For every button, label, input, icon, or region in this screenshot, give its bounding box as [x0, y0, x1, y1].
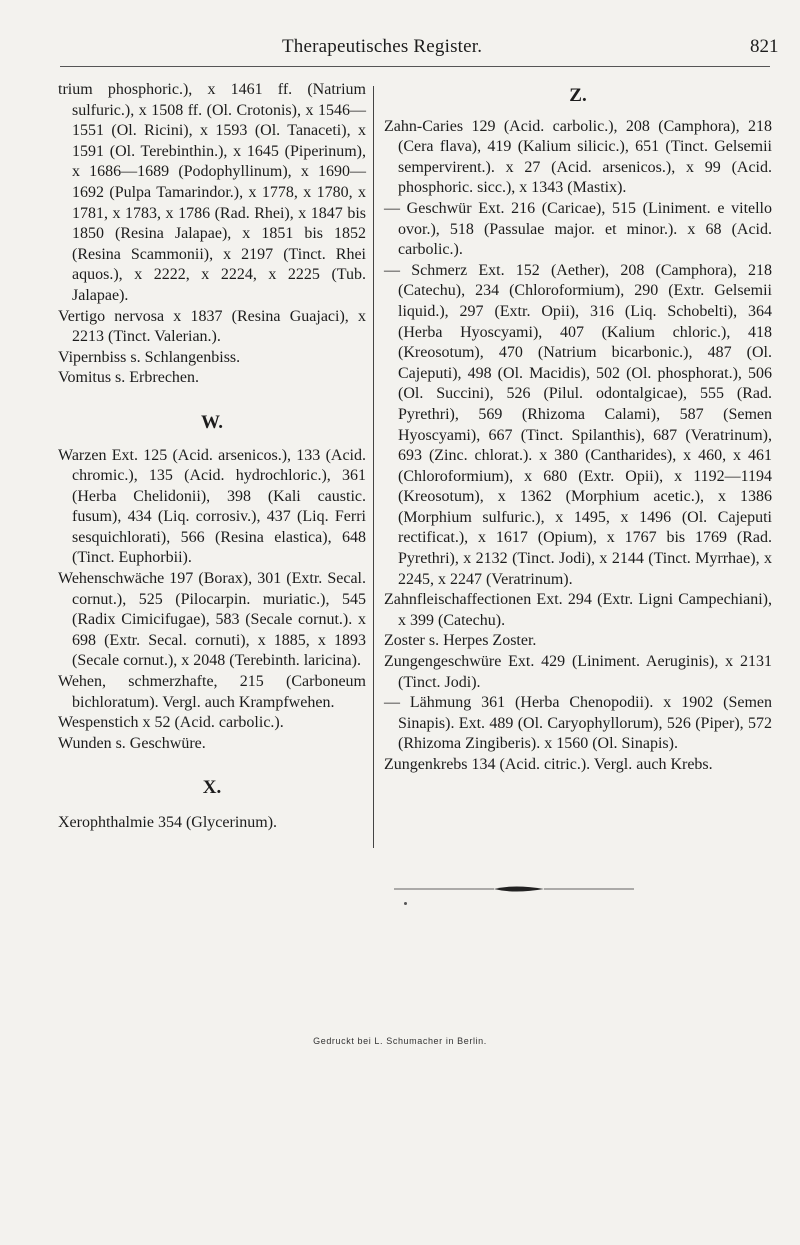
index-entry: Zahn-Caries 129 (Acid. carbolic.), 208 (Camphora), 218 (Cera flava), 419 (Kalium silicic.), 651 (Tinct. Gelsemii sempervirent.). x 27 (Acid. arsenicos.), x 99 (Acid. phosphoric. sicc.), x 1343 (Mastix).	[384, 117, 772, 197]
index-entry: Vipernbiss s. Schlangenbiss.	[58, 348, 241, 366]
index-entry: Zungenkrebs 134 (Acid. citric.). Vergl. auch Krebs.	[384, 756, 713, 773]
left-column	[58, 80, 366, 834]
index-entry: Wehen, schmerzhafte, 215 (Carboneum bichloratum). Vergl. auch Krampfwehen.	[58, 673, 366, 711]
end-ornament	[394, 884, 634, 894]
section-heading-w: W.	[200, 411, 223, 433]
index-entry: Warzen Ext. 125 (Acid. arsenicos.), 133 (Acid. chromic.), 135 (Acid. hydrochloric.), 361 (Herba Chelidonii), 398 (Kali caustic. fusum), 434 (Liq. corrosiv.), 437 (Liq. Ferri sesquichlorati), 566 (Resina elastica), 648 (Tinct. Euphorbii).	[58, 446, 366, 567]
index-entry: Wunden s. Geschwüre.	[58, 734, 206, 752]
index-entry: Vertigo nervosa x 1837 (Resina Guajaci), x 2213 (Tinct. Valerian.).	[58, 307, 366, 346]
index-entry: trium phosphoric.), x 1461 ff. (Natrium sulfuric.), x 1508 ff. (Ol. Crotonis), x 1546—1551 (Ol. Ricini), x 1593 (Ol. Tanaceti), x 1591 (Ol. Terebinthin.), x 1645 (Piperinum), x 1686—1689 (Podophyllinum), x 1690—1692 (Pulpa Tamarindor.), x 1778, x 1780, x 1781, x 1783, x 1786 (Rad. Rhei), x 1847 bis 1850 (Resina Jalapae), x 1851 bis 1852 (Resina Scammonii), x 2197 (Tinct. Rhei aquos.), x 2222, x 2224, x 2225 (Tub. Jalapae).	[58, 81, 366, 304]
printer-imprint: Gedruckt bei L. Schumacher in Berlin.	[313, 1036, 487, 1046]
index-entry: Wehenschwäche 197 (Borax), 301 (Extr. Secal. cornut.), 525 (Pilocarpin. muriatic.), 545 (Radix Cimicifugae), 583 (Secale cornut.). x 698 (Extr. Secal. cornuti), x 1885, x 1893 (Secale cornut.), x 2048 (Terebinth. laricina).	[58, 570, 366, 670]
column-divider	[373, 86, 374, 848]
index-entry: — Geschwür Ext. 216 (Caricae), 515 (Liniment. e vitello ovor.), 518 (Passulae major. et minor.). x 68 (Acid. carbolic.).	[384, 199, 772, 259]
page-title: Therapeutisches Register.	[282, 36, 483, 57]
index-entry: — Schmerz Ext. 152 (Aether), 208 (Camphora), 218 (Catechu), 234 (Chloroformium), 290 (Extr. Gelsemii liquid.), 297 (Extr. Opii), 316 (Liq. Schobelti), 364 (Herba Hyoscyami), 407 (Kalium chloric.), 418 (Kreosotum), 470 (Natrium bicarbonic.), 487 (Ol. Cajeputi), 498 (Ol. Macidis), 502 (Ol. phosphorat.), 506 (Ol. Succini), 526 (Pilul. odontalgicae), 555 (Rad. Pyrethri), 569 (Rhizoma Calami), 587 (Semen Hyoscyami), 667 (Tinct. Spilanthis), 687 (Veratrinum), 693 (Zinc. chlorat.). x 380 (Cantharides), x 460, x 461 (Chloroformium), x 680 (Extr. Opii), x 1192—1194 (Kreosotum), x 1362 (Morphium acetic.), x 1386 (Morphium sulfuric.), x 1495, x 1496 (Ol. Cajeputi rectificat.), x 1617 (Opium), x 1767 bis 1769 (Rad. Pyrethri), x 2132 (Tinct. Jodi), x 2144 (Tinct. Myrrhae), x 2245, x 2247 (Veratrinum).	[384, 261, 772, 588]
right-column	[384, 80, 772, 776]
page-number: 821	[750, 36, 779, 57]
index-entry: Zahnfleischaffectionen Ext. 294 (Extr. Ligni Campechiani), x 399 (Catechu).	[384, 591, 772, 629]
section-heading-z: Z.	[569, 85, 587, 106]
index-entry: — Lähmung 361 (Herba Chenopodii). x 1902 (Semen Sinapis). Ext. 489 (Ol. Caryophyllorum), 526 (Piper), 572 (Rhizoma Zingiberis). x 1560 (Ol. Sinapis).	[384, 694, 772, 753]
ink-speck	[404, 902, 407, 905]
index-entry: Zungengeschwüre Ext. 429 (Liniment. Aeruginis), x 2131 (Tinct. Jodi).	[384, 653, 772, 691]
index-entry: Zoster s. Herpes Zoster.	[384, 632, 537, 650]
section-heading-x: X.	[202, 777, 222, 799]
page-header	[0, 0, 800, 70]
index-entry: Xerophthalmie 354 (Glycerinum).	[58, 814, 278, 831]
index-entry: Vomitus s. Erbrechen.	[58, 369, 200, 387]
header-rule	[60, 66, 770, 67]
index-entry: Wespenstich x 52 (Acid. carbolic.).	[58, 714, 284, 732]
